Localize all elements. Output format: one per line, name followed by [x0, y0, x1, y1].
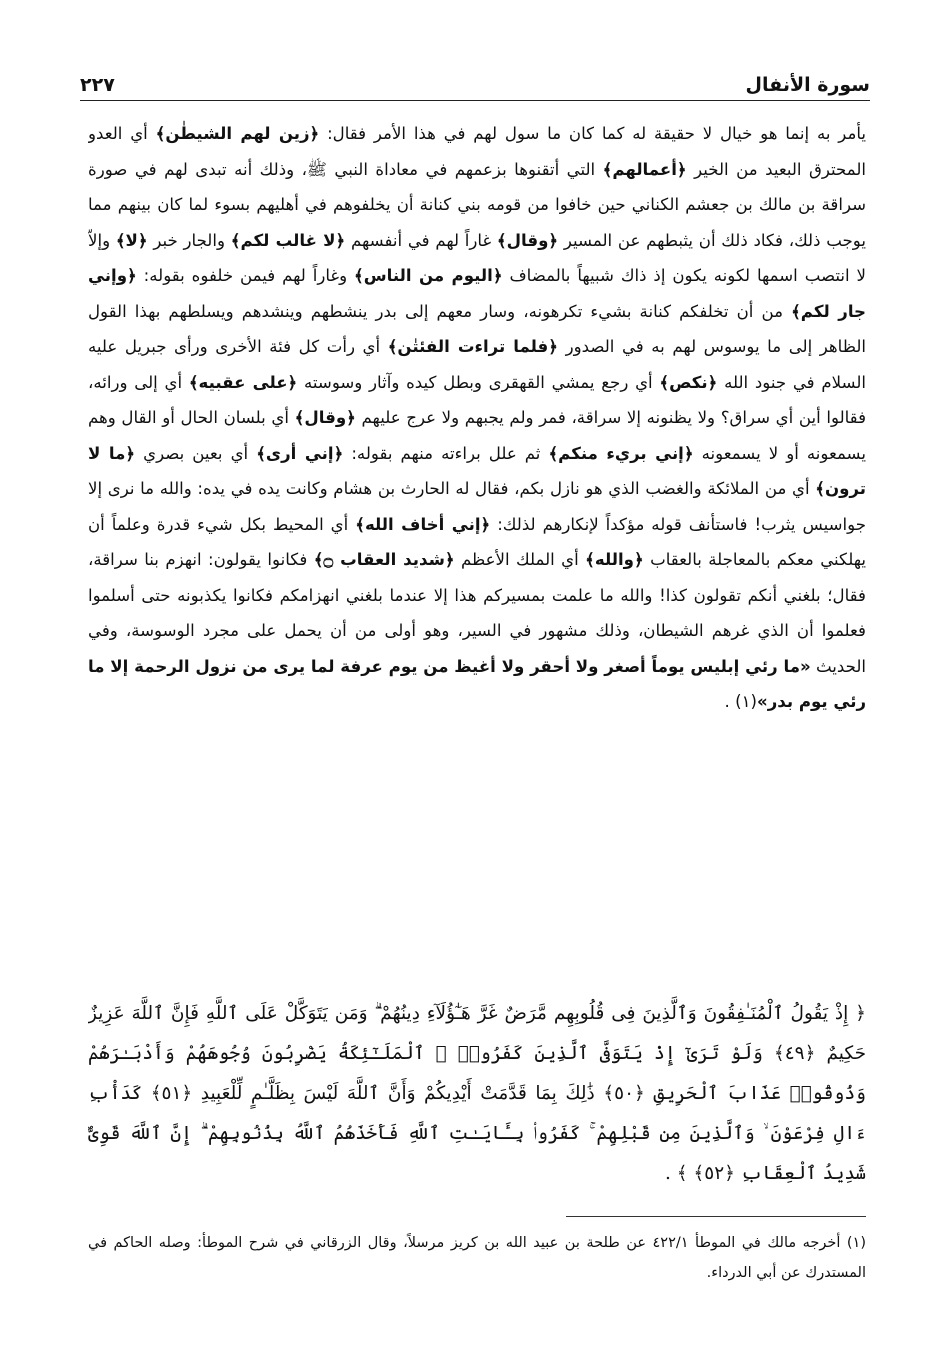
commentary-segment: أي الملك الأعظم: [454, 550, 586, 569]
commentary-segment: وإلاّ لا انتصب اسمها لكونه يكون إذ ذاك شبيهاً بالمضاف: [88, 230, 866, 285]
commentary-segment: ثم علل براءته منهم بقوله:: [343, 443, 549, 463]
quran-quote: ﴿شديد العقاب ۝﴾: [313, 550, 455, 569]
quran-quote: ﴿وقال﴾: [496, 230, 559, 250]
footnote-reference: (١) .: [724, 692, 757, 711]
commentary-segment: أي رجع يمشي القهقرى وبطل كيده وآثار وسوسته: [297, 372, 660, 392]
page-header: [80, 62, 870, 101]
commentary-text: [88, 116, 866, 982]
quran-quote: ﴿إني أرى﴾: [256, 443, 344, 463]
footnote-separator: [566, 1216, 866, 1217]
quran-quote: ﴿أعمالهم﴾: [602, 159, 687, 179]
quran-quote: ﴿وإني جار لكم﴾: [88, 266, 866, 321]
commentary-segment: أي العدو المحترق البعيد من الخير: [88, 124, 866, 179]
footnote-text: أخرجه مالك في الموطأ ٤٢٢/١ عن طلحة بن عبيد الله بن كريز مرسلاً، وقال الزرقاني في شرح الموطأ: وصله الحاكم في المستدرك عن أبي الدرداء.: [88, 1235, 866, 1281]
commentary-segment: أي إلى ورائه، فقالوا أين أي سراق؟ ولا يظنونه إلا سراقة، فمر ولم يجبهم ولا عرج عليهم: [88, 372, 866, 427]
footnote-marker: (١): [846, 1235, 866, 1251]
quran-quote: ﴿اليوم من الناس﴾: [354, 266, 503, 285]
commentary-segment: التي أتقنوها بزعمهم في معاداة النبي ﷺ، وذلك أنه تبدى لهم في صورة سراقة بن مالك بن جعشم الكناني حين خافوا من قومه بني كنانة أن يخلفوهم في أهليهم بسوء لما كان بينهم مما يوجب ذلك، فكاد ذلك أن يثبطهم عن المسير: [88, 159, 866, 250]
commentary-segment: من أن تخلفكم كنانة بشيء تكرهونه، وسار معهم إلى بدر ينشطهم وينشدهم ويسلطهم بهذا القول الظاهر إلى ما يوسوس لهم به في الصدور: [88, 301, 866, 356]
quran-quote: ﴿لا﴾: [115, 230, 148, 250]
footnote: [88, 1228, 866, 1308]
commentary-segment: أي بلسان الحال أو القال وهم يسمعونه أو لا يسمعونه: [88, 408, 866, 463]
commentary-segment: فكانوا يقولون: انهزم بنا سراقة، فقال؛ بلغني أنكم تقولون كذا! والله ما علمت بمسيركم هذا إلا عندما بلغني انهزامكم فكانوا يكذبونه حتى أسلموا فعلموا أن الذي غرهم الشيطان، وذلك مشهور في السير، وهو أولى من أن يحمل على مجرد الوسوسة، وفي الحديث: [88, 550, 866, 676]
commentary-segment: أي بعين بصري: [135, 443, 257, 463]
commentary-segment: أي المحيط بكل شيء قدرة وعلماً أن يهلكني معكم بالمعاجلة بالعقاب: [88, 514, 866, 569]
commentary-segment: غاراً لهم في أنفسهم: [345, 230, 497, 250]
quran-quote: ﴿زين لهم الشيطٰن﴾: [155, 124, 320, 143]
commentary-segment: والجار خبر: [147, 230, 231, 250]
quran-quote: ﴿والله﴾: [585, 550, 644, 569]
hadith-quote: «ما رئي إبليس يوماً أصغر ولا أحقر ولا أغيظ من يوم عرفة لما يرى من نزول الرحمة إلا ما رئي يوم بدر»: [88, 656, 866, 711]
quran-quote: ﴿إني أخاف الله﴾: [355, 514, 491, 534]
surah-title: سورة الأنفال: [745, 74, 870, 96]
quran-quote: ﴿على عقبيه﴾: [188, 372, 298, 392]
quran-quote: ﴿ما لا ترون﴾: [88, 443, 866, 498]
quran-quote: ﴿لا غالب لكم﴾: [230, 230, 346, 250]
quran-verses: ﴿ إِذْ يَقُولُ ٱلْمُنَـٰفِقُونَ وَٱلَّذِينَ فِى قُلُوبِهِم مَّرَضٌ غَرَّ هَـٰٓؤُلَآءِ دِينُهُمْ ۗ وَمَن يَتَوَكَّلْ عَلَى ٱللَّهِ فَإِنَّ ٱللَّهَ عَزِيزٌ حَكِيمٌ ﴿٤٩﴾ وَلَوْ تَرَىٰٓ إِذْ يَتَوَفَّى ٱلَّذِينَ كَفَرُوا۟ ۙ ٱلْمَلَـٰٓئِكَةُ يَضْرِبُونَ وُجُوهَهُمْ وَأَدْبَـٰرَهُمْ وَذُوقُوا۟ عَذَابَ ٱلْحَرِيقِ ﴿٥٠﴾ ذَٰلِكَ بِمَا قَدَّمَتْ أَيْدِيكُمْ وَأَنَّ ٱللَّهَ لَيْسَ بِظَلَّـٰمٍ لِّلْعَبِيدِ ﴿٥١﴾ كَدَأْبِ ءَالِ فِرْعَوْنَ ۙ وَٱلَّذِينَ مِن قَبْلِهِمْ ۚ كَفَرُوا۟ بِـَٔايَـٰتِ ٱللَّهِ فَأَخَذَهُمُ ٱللَّهُ بِذُنُوبِهِمْ ۗ إِنَّ ٱللَّهَ قَوِىٌّ شَدِيدُ ٱلْعِقَابِ ﴿٥٢﴾ ﴾ .: [88, 1003, 866, 1184]
page-number: ٢٢٧: [80, 74, 115, 96]
commentary-segment: وغاراً لهم فيمن خلفوه بقوله:: [136, 266, 354, 285]
commentary-segment: يأمر به إنما هو خيال لا حقيقة له كما كان ما سول لهم في هذا الأمر فقال:: [319, 124, 866, 143]
commentary-segment: أي من الملائكة والغضب الذي هو نازل بكم، فقال له الحارث بن هشام وكانت يده في يده: والله ما نرى إلا جواسيس يثرب! فاستأنف قوله مؤكداً لإنكارهم لذلك:: [88, 479, 866, 534]
quran-quote: ﴿وقال﴾: [294, 408, 356, 427]
quran-quote: ﴿إني بريء منكم﴾: [548, 443, 694, 463]
quran-quote: ﴿فلما تراءت الفئتٰن﴾: [387, 337, 559, 356]
commentary-segment: أي رأت كل فئة الأخرى ورأى جبريل عليه السلام في جنود الله: [88, 337, 866, 392]
quran-quote: ﴿نكص﴾: [659, 372, 718, 392]
